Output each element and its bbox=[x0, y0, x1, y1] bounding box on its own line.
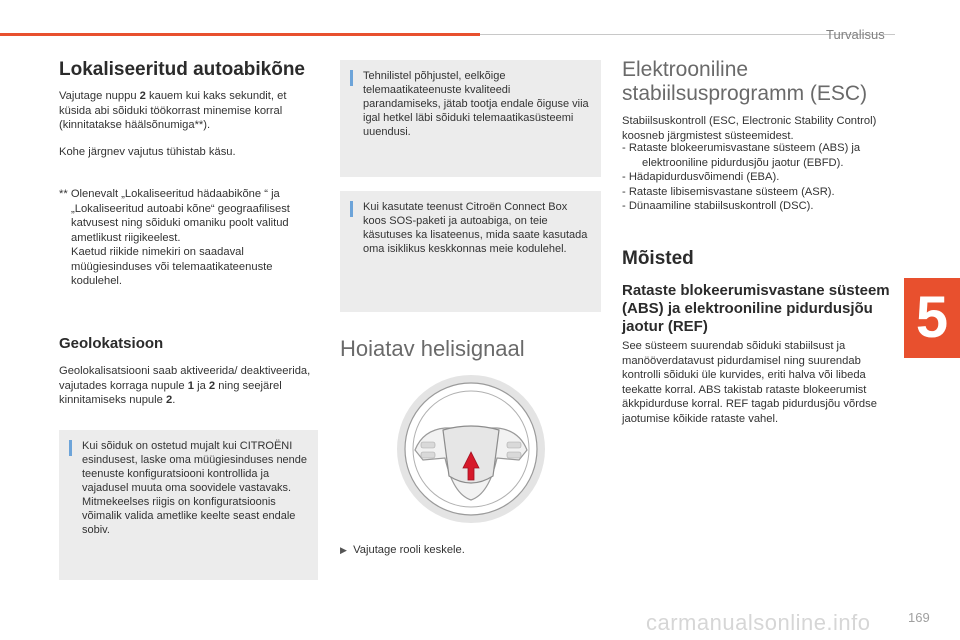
esc-list-item: - Rataste blokeerumisvastane süsteem (ABS) ja elektrooniline pidurdusjõu jaotur (EBFD). bbox=[622, 142, 861, 169]
esc-title: Elektrooniline stabiilsusprogramm (ESC) bbox=[622, 58, 868, 105]
geolocation-paragraph: Geolokalisatsiooni saab aktiveerida/ deaktiveerida, vajutades korraga nupule 1 ja 2 ning seejärel kinnitamiseks nupule 2. bbox=[59, 365, 311, 406]
connect-box-info-box bbox=[340, 191, 601, 312]
definitions-title: Mõisted bbox=[622, 248, 694, 269]
chapter-number: 5 bbox=[915, 285, 949, 350]
assistance-call-title: Lokaliseeritud autoabikõne bbox=[59, 59, 305, 80]
watermark: carmanualsonline.info bbox=[646, 610, 871, 635]
page-number: 169 bbox=[908, 610, 930, 625]
esc-list bbox=[622, 141, 887, 214]
abs-title: Rataste blokeerumisvastane süsteem (ABS) ja elektrooniline pidurdusjõu jaotur (REF) bbox=[622, 282, 890, 335]
esc-list-item: - Hädapidurdusvõimendi (EBA). bbox=[622, 171, 780, 183]
footnote: ** Olenevalt „Lokaliseeritud hädaabikõne “ ja „Lokaliseeritud autoabi kõne“ geograafilisest katvusest ning sõiduki omaniku poolt valitud ametlikust riigikeelest. bbox=[59, 188, 290, 244]
connect-box-info-text: Kui kasutate teenust Citroën Connect Box koos SOS-paketi ja autoabiga, on teie käsutuses ka lisateenus, mida saate kasutada oma isiklikus keskkonnas meie kodulehel. bbox=[363, 201, 588, 255]
cancel-paragraph: Kohe järgnev vajutus tühistab käsu. bbox=[59, 146, 236, 158]
update-info-box bbox=[340, 60, 601, 177]
footnote-continuation: Kaetud riikide nimekiri on saadaval müügiesinduses või telemaatikateenuste kodulehel. bbox=[71, 246, 273, 287]
esc-list-item: - Dünaamiline stabiilsuskontroll (DSC). bbox=[622, 200, 814, 212]
steering-wheel-illustration bbox=[393, 372, 549, 526]
header-accent-bar bbox=[0, 33, 480, 36]
assistance-call-paragraph: Vajutage nuppu 2 kauem kui kaks sekundit, et küsida abi sõiduki töökorrast minemise korral (kinnitatakse häälsõnumiga**). bbox=[59, 90, 287, 131]
bullet-icon: ▶ bbox=[340, 545, 347, 555]
info-icon bbox=[350, 70, 353, 86]
geolocation-title: Geolokatsioon bbox=[59, 335, 164, 352]
horn-instruction: ▶ Vajutage rooli keskele. bbox=[340, 544, 465, 556]
info-icon bbox=[350, 201, 353, 217]
esc-intro: Stabiilsuskontroll (ESC, Electronic Stability Control) koosneb järgmistest süsteemidest. bbox=[622, 115, 877, 142]
info-icon bbox=[69, 440, 72, 456]
esc-list-item: - Rataste libisemisvastane süsteem (ASR). bbox=[622, 185, 835, 198]
dealer-info-text: Kui sõiduk on ostetud mujalt kui CITROËNI esindusest, laske oma müügiesinduses nende teenuste konfiguratsiooni kontrollida ja vajadusel muuta oma soovidele vastavaks. Mitmekeelses riigis on konfiguratsioonis võimalik valida ametlike keelte seast endale sobiv. bbox=[82, 440, 308, 536]
update-info-text: Tehnilistel põhjustel, eelkõige telemaatikateenuste kvaliteedi parandamiseks, jätab tootja endale õiguse viia igal hetkel läbi sõiduki telemaatikasüsteemi uuendusi. bbox=[363, 70, 589, 138]
horn-title: Hoiatav helisignaal bbox=[340, 336, 525, 361]
abs-paragraph: See süsteem suurendab sõiduki stabiilsust ja manööverdatavust pidurdamisel ning suurendab kontrolli sõiduki üle kurvides, eriti halva või libeda teekatte korral. ABS takistab rataste blokeerumist äkkpidurduse korral. REF tagab pidurdusjõu võrdse jaotumise kõikide rataste vahel. bbox=[622, 340, 877, 425]
dealer-info-box bbox=[59, 430, 318, 580]
section-name: Turvalisus bbox=[826, 27, 885, 42]
